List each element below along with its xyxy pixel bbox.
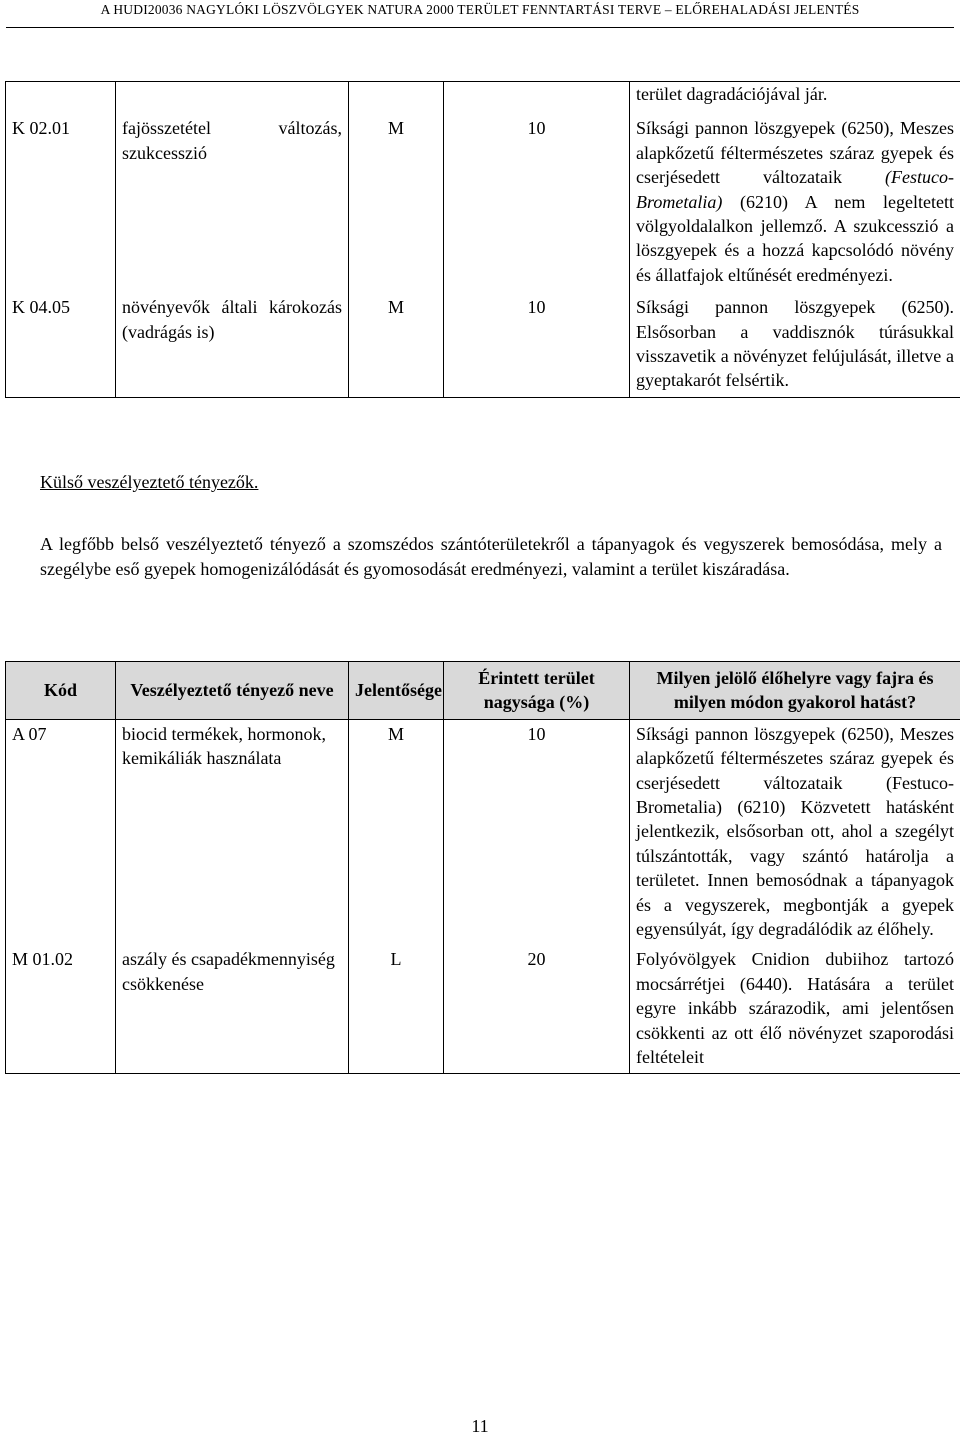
table-row <box>6 719 960 947</box>
header-description: Milyen jelölő élőhelyre vagy fajra és milyen módon gyakorol hatást? <box>630 662 960 720</box>
cell-significance: M <box>349 106 444 295</box>
cell-significance: M <box>349 295 444 397</box>
section-paragraph: A legfőbb belső veszélyeztető tényező a szomszédos szántóterületekről a tápanyagok és vegyszerek bemosódása, mely a szegélybe eső gyepek homogenizálódását és gyomosodását eredményezi, valamint a terület kiszáradása. <box>40 534 942 579</box>
running-header: A HUDI20036 NAGYLÓKI LÖSZVÖLGYEK NATURA 2000 TERÜLET FENNTARTÁSI TERVE – ELŐREHALADÁSI JELENTÉS <box>100 2 860 17</box>
cell-code: K 04.05 <box>6 295 116 397</box>
cell-code: K 02.01 <box>6 106 116 295</box>
section-title: Külső veszélyeztető tényezők. <box>40 472 259 492</box>
cell-area <box>444 82 630 107</box>
cell-area: 10 <box>444 106 630 295</box>
cell-name: biocid termékek, hormonok, kemikáliák használata <box>116 719 349 947</box>
cell-area: 10 <box>444 295 630 397</box>
header-code: Kód <box>6 662 116 720</box>
desc-text: (6210) A nem legeltetett völgyoldalalkon jellemző. A szukcesszió a löszgyepek és a hozzá kapcsolódó növény és állatfajok eltűnését eredményezi. <box>636 191 954 285</box>
cell-area: 20 <box>444 947 630 1073</box>
table-row <box>6 106 960 295</box>
cell-name <box>116 82 349 107</box>
cell-significance: L <box>349 947 444 1073</box>
desc-latin-name: (Festuco-Brometalia) <box>636 167 954 212</box>
page-number: 11 <box>471 1416 489 1436</box>
header-name: Veszélyeztető tényező neve <box>116 662 349 720</box>
table-row <box>6 295 960 397</box>
cell-area: 10 <box>444 719 630 947</box>
cell-name: növényevők általi károkozás (vadrágás is) <box>116 295 349 397</box>
cell-name: fajösszetétel változás, szukcesszió <box>116 106 349 295</box>
external-threats-table <box>5 661 960 1074</box>
header-significance: Jelentősége <box>349 662 444 720</box>
cell-significance: M <box>349 719 444 947</box>
desc-text: Síksági pannon löszgyepek (6250), Meszes alapkőzetű féltermészetes száraz gyepek és cserjésedett változataik <box>636 118 954 188</box>
cell-significance <box>349 82 444 107</box>
cell-description: Síksági pannon löszgyepek (6250), Meszes alapkőzetű féltermészetes száraz gyepek és cserjésedett változataik (Festuco-Brometalia) (6210) Közvetett hatásként jelentkezik, elsősorban ott, ahol a szegélyt túlszántották, vagy szántó határolja a területet. Innen bemosódnak a tápanyagok és a vegyszerek, megbontják a gyepek egyensúlyát, így degradálódik az élőhely. <box>630 719 960 947</box>
cell-description <box>630 106 960 295</box>
table-row <box>6 947 960 1073</box>
cell-description: terület dagradációjával jár. <box>630 82 960 107</box>
cell-description: Folyóvölgyek Cnidion dubiihoz tartozó mocsárrétjei (6440). Hatására a terület egyre inkább szárazodik, ami jelentősen csökkenti az ott élő növényzet szaporodási feltételeit <box>630 947 960 1073</box>
cell-description: Síksági pannon löszgyepek (6250). Elsősorban a vaddisznók túrásukkal visszavetik a növényzet felújulását, illetve a gyeptakarót felsértik. <box>630 295 960 397</box>
cell-code: M 01.02 <box>6 947 116 1073</box>
table-row <box>6 82 960 107</box>
cell-name: aszály és csapadékmennyiség csökkenése <box>116 947 349 1073</box>
header-area: Érintett terület nagysága (%) <box>444 662 630 720</box>
header-rule <box>6 27 954 28</box>
internal-threats-table-continued <box>5 81 960 398</box>
cell-code: A 07 <box>6 719 116 947</box>
cell-code <box>6 82 116 107</box>
table-header-row <box>6 662 960 720</box>
